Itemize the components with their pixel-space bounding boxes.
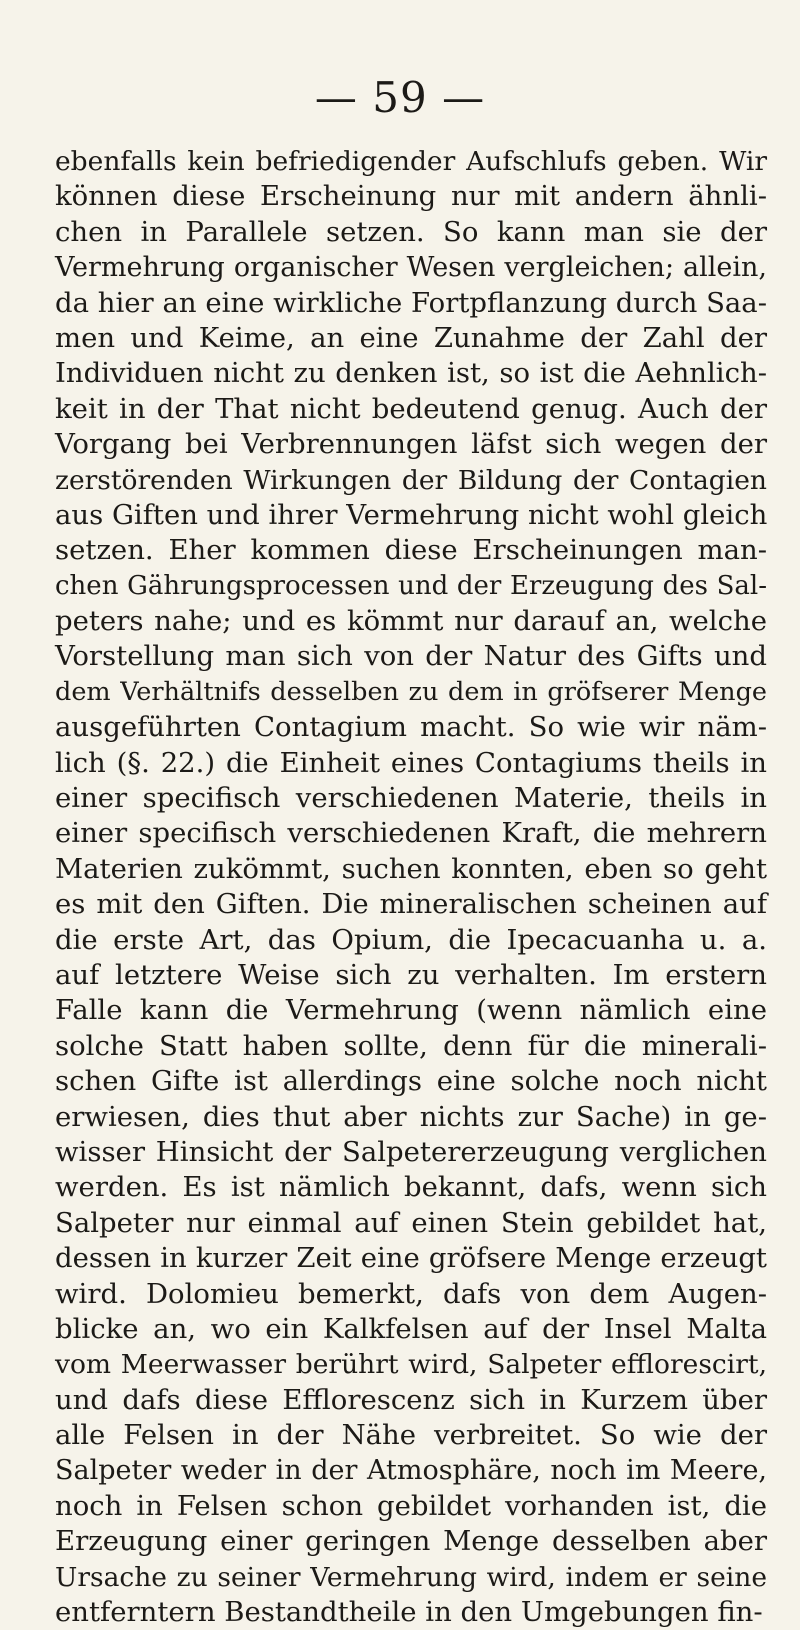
text-line: Vorstellung man sich von der Natur des Gifts und: [55, 640, 767, 673]
text-line: und dafs diese Efflorescenz sich in Kurzem über: [55, 1383, 767, 1416]
text-line: Individuen nicht zu denken ist, so ist die Aehnlich-: [55, 357, 767, 390]
text-line: da hier an eine wirkliche Fortpflanzung durch Saa-: [55, 286, 767, 319]
text-line: wird. Dolomieu bemerkt, dafs von dem Augen-: [55, 1277, 767, 1310]
text-line: Vorgang bei Verbrennungen läfst sich wegen der: [55, 428, 767, 461]
text-line: zerstörenden Wirkungen der Bildung der Contagien: [55, 464, 767, 496]
text-line: ebenfalls kein befriedigender Aufschlufs geben. Wir: [55, 146, 767, 177]
body-text: [55, 144, 767, 1630]
text-line: Salpeter weder in der Atmosphäre, noch im Meere,: [55, 1455, 767, 1487]
text-line: solche Statt haben sollte, denn für die minerali-: [55, 1029, 767, 1062]
text-line: vom Meerwasser berührt wird, Salpeter efflorescirt,: [55, 1349, 767, 1381]
text-line: auf letztere Weise sich zu verhalten. Im erstern: [55, 958, 767, 991]
text-line: aus Giften und ihrer Vermehrung nicht wohl gleich: [55, 498, 768, 531]
text-line: Ursache zu seiner Vermehrung wird, indem er seine: [55, 1561, 767, 1593]
text-line: peters nahe; und es kömmt nur darauf an, welche: [55, 605, 767, 638]
text-line: werden. Es ist nämlich bekannt, dafs, wenn sich: [55, 1171, 767, 1204]
text-line: schen Gifte ist allerdings eine solche noch nicht: [55, 1065, 767, 1098]
text-line: Erzeugung einer geringen Menge desselben aber: [55, 1525, 767, 1558]
text-line: dessen in kurzer Zeit eine gröfsere Menge erzeugt: [55, 1242, 767, 1275]
text-line: Falle kann die Vermehrung (wenn nämlich eine: [55, 994, 767, 1027]
text-line: noch in Felsen schon gebildet vorhanden ist, die: [55, 1489, 767, 1522]
text-line: erwiesen, dies thut aber nichts zur Sache) in ge-: [55, 1100, 767, 1133]
text-line: keit in der That nicht bedeutend genug. Auch der: [55, 392, 767, 425]
text-line: lich (§. 22.) die Einheit eines Contagiums theils in: [55, 746, 767, 779]
text-line: blicke an, wo ein Kalkfelsen auf der Insel Malta: [55, 1312, 767, 1345]
text-line: chen in Parallele setzen. So kann man sie der: [55, 215, 767, 248]
text-line: alle Felsen in der Nähe verbreitet. So wie der: [55, 1419, 767, 1452]
text-line: Salpeter nur einmal auf einen Stein gebildet hat,: [55, 1206, 767, 1239]
text-line: es mit den Giften. Die mineralischen scheinen auf: [55, 888, 767, 921]
text-line: setzen. Eher kommen diese Erscheinungen man-: [55, 534, 767, 567]
text-line: entferntern Bestandtheile in den Umgebungen fin-: [55, 1596, 763, 1629]
text-line: die erste Art, das Opium, die Ipecacuanha u. a.: [55, 923, 767, 956]
text-line: einer specifisch verschiedenen Kraft, die mehrern: [55, 817, 767, 850]
text-line: men und Keime, an eine Zunahme der Zahl der: [55, 321, 767, 354]
text-line: chen Gährungsprocessen und der Erzeugung des Sal-: [55, 570, 767, 601]
text-line: können diese Erscheinung nur mit andern ähnli-: [55, 180, 767, 213]
text-line: wisser Hinsicht der Salpetererzeugung verglichen: [55, 1135, 767, 1168]
text-line: einer specifisch verschiedenen Materie, theils in: [55, 782, 767, 815]
page-number: — 59 —: [314, 73, 486, 122]
text-line: dem Verhältnifs desselben zu dem in gröfserer Menge: [55, 676, 767, 707]
text-line: Materien zukömmt, suchen konnten, eben so geht: [55, 852, 767, 885]
text-line: ausgeführten Contagium macht. So wie wir näm-: [55, 711, 767, 744]
text-line: Vermehrung organischer Wesen vergleichen; allein,: [55, 252, 767, 284]
